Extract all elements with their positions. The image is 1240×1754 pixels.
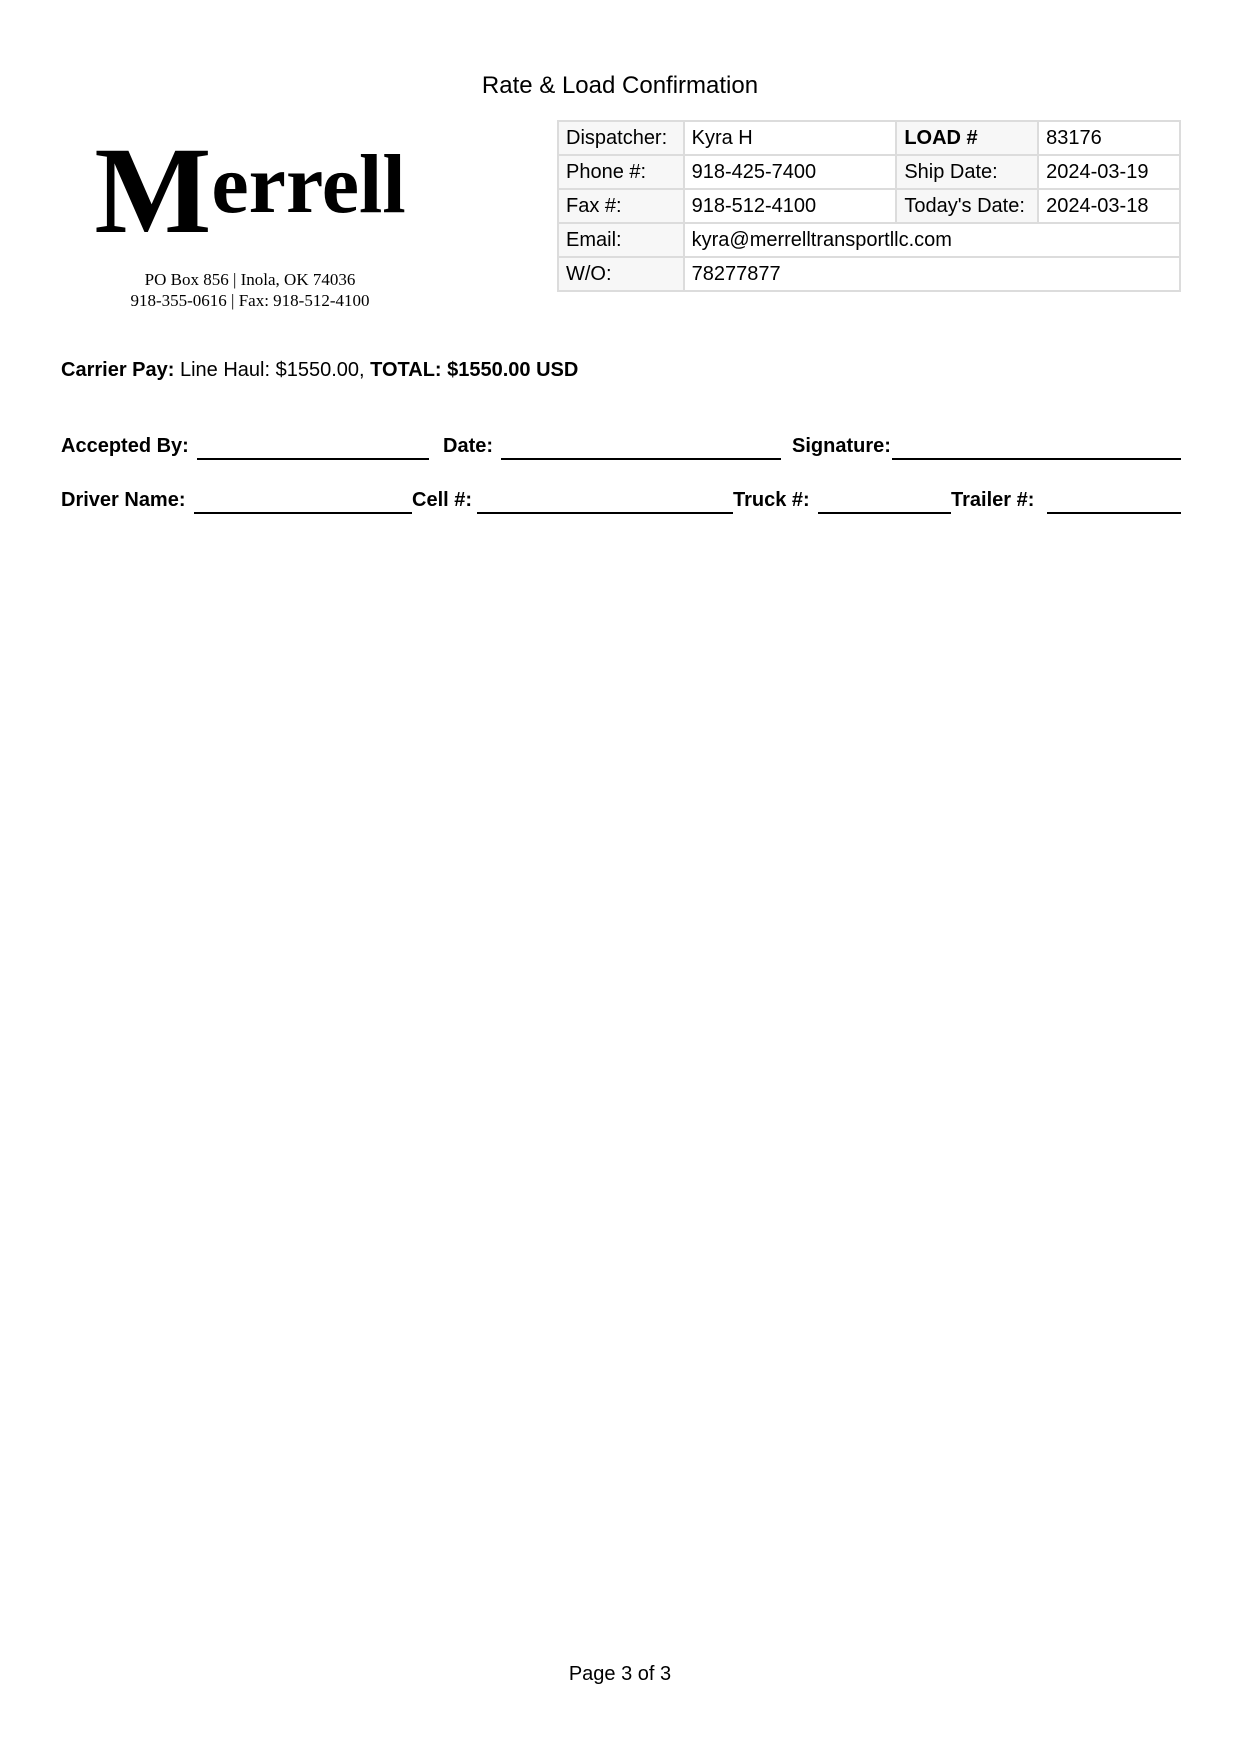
accepted-by-field[interactable] xyxy=(197,458,429,460)
date-field[interactable] xyxy=(501,458,781,460)
load-number-label: LOAD # xyxy=(896,121,1038,155)
carrier-pay-label: Carrier Pay: xyxy=(61,359,175,381)
logo-wordmark xyxy=(60,122,440,265)
logo-initial: M xyxy=(94,122,212,259)
table-row xyxy=(558,223,1180,257)
load-number-value: 83176 xyxy=(1038,121,1180,155)
wo-label: W/O: xyxy=(558,257,684,291)
phone-label: Phone #: xyxy=(558,155,684,189)
date-label: Date: xyxy=(443,435,494,457)
table-row xyxy=(558,121,1180,155)
page-number: Page 3 of 3 xyxy=(568,1663,672,1685)
company-contact: 918-355-0616 | Fax: 918-512-4100 xyxy=(130,291,370,310)
logo-rest: errell xyxy=(211,138,406,231)
cell-field[interactable] xyxy=(477,512,733,514)
table-row xyxy=(558,155,1180,189)
dispatcher-label: Dispatcher: xyxy=(558,121,684,155)
company-logo xyxy=(60,122,440,311)
carrier-pay-line xyxy=(61,356,578,384)
phone-value: 918-425-7400 xyxy=(684,155,897,189)
wo-value: 78277877 xyxy=(684,257,1180,291)
truck-label: Truck #: xyxy=(733,489,810,511)
fax-label: Fax #: xyxy=(558,189,684,223)
email-value: kyra@merrelltransportllc.com xyxy=(684,223,1180,257)
driver-name-label: Driver Name: xyxy=(61,489,186,511)
truck-field[interactable] xyxy=(818,512,951,514)
table-row xyxy=(558,257,1180,291)
driver-row xyxy=(61,486,1181,518)
todays-date-value: 2024-03-18 xyxy=(1038,189,1180,223)
table-row xyxy=(558,189,1180,223)
ship-date-label: Ship Date: xyxy=(896,155,1038,189)
line-haul-amount: Line Haul: $1550.00, xyxy=(174,359,371,381)
signature-field[interactable] xyxy=(892,458,1181,460)
load-info-table xyxy=(557,120,1181,292)
email-label: Email: xyxy=(558,223,684,257)
fax-value: 918-512-4100 xyxy=(684,189,897,223)
company-address: PO Box 856 | Inola, OK 74036 xyxy=(144,270,356,289)
driver-name-field[interactable] xyxy=(194,512,412,514)
signature-label: Signature: xyxy=(792,435,891,457)
ship-date-value: 2024-03-19 xyxy=(1038,155,1180,189)
trailer-field[interactable] xyxy=(1047,512,1181,514)
todays-date-label: Today's Date: xyxy=(896,189,1038,223)
carrier-pay-total: TOTAL: $1550.00 USD xyxy=(370,359,579,381)
trailer-label: Trailer #: xyxy=(951,489,1035,511)
accepted-by-label: Accepted By: xyxy=(61,435,189,457)
page-title: Rate & Load Confirmation xyxy=(481,72,759,99)
cell-label: Cell #: xyxy=(412,489,473,511)
dispatcher-value: Kyra H xyxy=(684,121,897,155)
acceptance-row xyxy=(61,432,1181,464)
